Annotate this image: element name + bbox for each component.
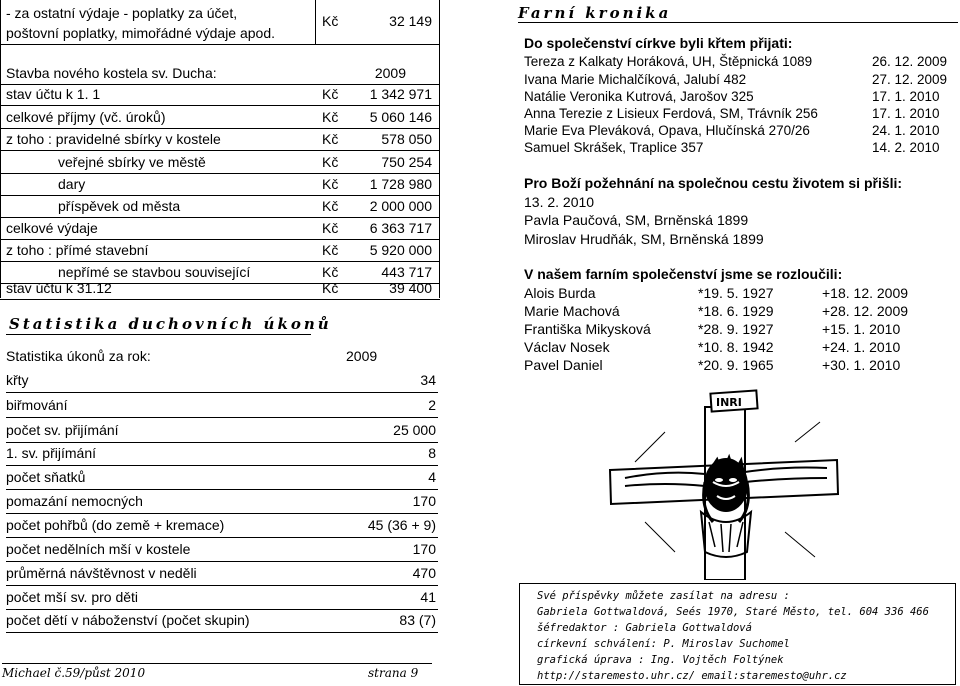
stats-title-underline bbox=[6, 334, 311, 335]
baptism-name: Marie Eva Pleváková, Opava, Hlučínská 270/26 bbox=[524, 123, 810, 138]
contact-line: Své příspěvky můžete zasílat na adresu : bbox=[537, 590, 790, 602]
finance-row-currency: Kč bbox=[322, 109, 339, 125]
funeral-died: +15. 1. 2010 bbox=[822, 321, 901, 337]
stats-title: Statistika duchovních úkonů bbox=[9, 315, 332, 333]
stats-row bbox=[6, 368, 438, 393]
finance-row-label: stav účtu k 31.12 bbox=[6, 280, 112, 296]
stats-row-label: 1. sv. přijímání bbox=[6, 445, 96, 461]
baptism-date: 14. 2. 2010 bbox=[872, 140, 940, 155]
stats-row-label: průměrná návštěvnost v neděli bbox=[6, 565, 197, 581]
stats-header-year: 2009 bbox=[346, 348, 378, 364]
stats-row bbox=[6, 513, 438, 538]
stats-row-value: 170 bbox=[412, 493, 436, 509]
finance-row-value: 443 717 bbox=[381, 264, 432, 280]
stats-row bbox=[6, 608, 438, 633]
funeral-died: +30. 1. 2010 bbox=[822, 357, 901, 373]
finance-row-currency: Kč bbox=[322, 198, 339, 214]
stats-header-label: Statistika úkonů za rok: bbox=[6, 348, 151, 364]
funeral-born: *10. 8. 1942 bbox=[698, 339, 774, 355]
stats-row-label: biřmování bbox=[6, 397, 68, 413]
funeral-name: Marie Machová bbox=[524, 303, 620, 319]
marriage-date: 13. 2. 2010 bbox=[524, 194, 595, 210]
baptism-name: Ivana Marie Michalčíková, Jalubí 482 bbox=[524, 72, 747, 87]
finance-row-currency: Kč bbox=[322, 264, 339, 280]
funeral-born: *18. 6. 1929 bbox=[698, 303, 774, 319]
funeral-died: +18. 12. 2009 bbox=[822, 285, 909, 301]
issue-label: Michael č.59/půst 2010 bbox=[2, 666, 146, 680]
stats-row-value: 4 bbox=[428, 469, 436, 485]
finance-row-value: 39 400 bbox=[389, 280, 432, 296]
baptism-name: Natálie Veronika Kutrová, Jarošov 325 bbox=[524, 89, 754, 104]
finance-col-divider bbox=[315, 0, 316, 45]
marriage-person: Pavla Paučová, SM, Brněnská 1899 bbox=[524, 212, 749, 228]
contact-line: http://staremesto.uhr.cz/ email:staremesto@uhr.cz bbox=[537, 670, 847, 682]
finance-row-value: 5 060 146 bbox=[369, 109, 432, 125]
stats-row bbox=[6, 393, 438, 418]
stats-row-label: křty bbox=[6, 372, 29, 388]
finance-intro-line1: - za ostatní výdaje - poplatky za účet, bbox=[6, 5, 238, 21]
finance-row bbox=[0, 216, 440, 240]
baptism-date: 17. 1. 2010 bbox=[872, 106, 940, 121]
funeral-name: Václav Nosek bbox=[524, 339, 610, 355]
stats-row bbox=[6, 489, 438, 514]
funeral-name: Františka Mikysková bbox=[524, 321, 651, 337]
stats-row-label: počet dětí v náboženství (počet skupin) bbox=[6, 612, 250, 628]
finance-row bbox=[0, 172, 440, 196]
funeral-born: *19. 5. 1927 bbox=[698, 285, 774, 301]
finance-divider bbox=[0, 44, 440, 45]
kronika-title: Farní kronika bbox=[518, 4, 672, 22]
finance-row-label: dary bbox=[58, 176, 86, 192]
stats-row-label: počet sňatků bbox=[6, 469, 86, 485]
finance-intro-line2: poštovní poplatky, mimořádné výdaje apod. bbox=[6, 25, 276, 41]
page-number: strana 9 bbox=[368, 666, 419, 680]
stats-row-value: 41 bbox=[420, 589, 436, 605]
finance-row bbox=[0, 82, 440, 106]
contact-box bbox=[519, 583, 956, 685]
contact-line: grafická úprava : Ing. Vojtěch Foltýnek bbox=[537, 654, 784, 666]
finance-row-value: 2009 bbox=[374, 65, 406, 81]
kronika-title-rule bbox=[518, 22, 958, 23]
finance-row-label: nepřímé se stavbou související bbox=[58, 264, 251, 280]
finance-row-currency: Kč bbox=[322, 242, 339, 258]
finance-row-label: veřejné sbírky ve městě bbox=[58, 154, 206, 170]
stats-row-value: 170 bbox=[412, 541, 436, 557]
funeral-died: +24. 1. 2010 bbox=[822, 339, 901, 355]
baptism-date: 27. 12. 2009 bbox=[872, 72, 948, 87]
finance-intro-value: 32 149 bbox=[389, 13, 432, 29]
stats-row-label: pomazání nemocných bbox=[6, 493, 143, 509]
finance-row-label: příspěvek od města bbox=[58, 198, 181, 214]
contact-line: církevní schválení: P. Miroslav Suchomel bbox=[537, 638, 790, 650]
crucifix-illustration bbox=[605, 382, 845, 580]
finance-row-value: 578 050 bbox=[381, 131, 432, 147]
stats-row-label: počet sv. přijímání bbox=[6, 422, 119, 438]
funerals-heading: V našem farním společenství jsme se rozloučili: bbox=[524, 266, 843, 282]
funeral-name: Alois Burda bbox=[524, 285, 596, 301]
marriage-heading: Pro Boží požehnání na společnou cestu životem si přišli: bbox=[524, 175, 903, 191]
finance-row-label: stav účtu k 1. 1 bbox=[6, 86, 101, 102]
page-footer-rule bbox=[2, 663, 432, 664]
finance-row-currency: Kč bbox=[322, 280, 339, 296]
finance-row-currency: Kč bbox=[322, 176, 339, 192]
contact-line: šéfredaktor : Gabriela Gottwaldová bbox=[537, 622, 752, 634]
finance-row bbox=[0, 194, 440, 218]
finance-row-currency: Kč bbox=[322, 154, 339, 170]
finance-row bbox=[0, 150, 440, 174]
stats-row bbox=[6, 585, 438, 610]
baptism-date: 26. 12. 2009 bbox=[872, 54, 948, 69]
finance-row-value: 1 728 980 bbox=[369, 176, 432, 192]
finance-row-currency: Kč bbox=[322, 220, 339, 236]
finance-row-label: celkové příjmy (vč. úroků) bbox=[6, 109, 166, 125]
finance-row bbox=[0, 276, 440, 300]
finance-row-value: 750 254 bbox=[381, 154, 432, 170]
stats-row-label: počet nedělních mší v kostele bbox=[6, 541, 191, 557]
baptism-date: 24. 1. 2010 bbox=[872, 123, 940, 138]
finance-row-value: 2 000 000 bbox=[369, 198, 432, 214]
finance-row-label: z toho : pravidelné sbírky v kostele bbox=[6, 131, 221, 147]
finance-row-currency: Kč bbox=[322, 86, 339, 102]
stats-row-value: 470 bbox=[412, 565, 436, 581]
stats-row-value: 45 (36 + 9) bbox=[367, 517, 436, 533]
baptisms-heading: Do společenství církve byli křtem přijati: bbox=[524, 35, 793, 51]
stats-row-value: 8 bbox=[428, 445, 436, 461]
marriage-person: Miroslav Hrudňák, SM, Brněnská 1899 bbox=[524, 231, 764, 247]
funeral-born: *28. 9. 1927 bbox=[698, 321, 774, 337]
stats-row bbox=[6, 537, 438, 562]
inri-text: INRI bbox=[716, 396, 742, 409]
stats-row-value: 25 000 bbox=[393, 422, 436, 438]
stats-row-value: 83 (7) bbox=[399, 612, 436, 628]
funeral-born: *20. 9. 1965 bbox=[698, 357, 774, 373]
baptism-name: Anna Terezie z Lisieux Ferdová, SM, Trávník 256 bbox=[524, 106, 818, 121]
finance-row-label: celkové výdaje bbox=[6, 220, 98, 236]
stats-row-value: 2 bbox=[428, 397, 436, 413]
contact-line: Gabriela Gottwaldová, Seés 1970, Staré Město, tel. 604 336 466 bbox=[537, 606, 929, 618]
finance-row-value: 5 920 000 bbox=[369, 242, 432, 258]
stats-row bbox=[6, 418, 438, 443]
baptism-name: Samuel Skrášek, Traplice 357 bbox=[524, 140, 704, 155]
stats-header bbox=[6, 344, 438, 368]
stats-row bbox=[6, 441, 438, 466]
baptism-date: 17. 1. 2010 bbox=[872, 89, 940, 104]
stats-row bbox=[6, 561, 438, 586]
stats-row-label: počet pohřbů (do země + kremace) bbox=[6, 517, 225, 533]
finance-row bbox=[0, 127, 440, 151]
stats-row bbox=[6, 465, 438, 490]
finance-row-value: 6 363 717 bbox=[369, 220, 432, 236]
funeral-name: Pavel Daniel bbox=[524, 357, 603, 373]
stats-row-label: počet mší sv. pro děti bbox=[6, 589, 139, 605]
finance-row-label: Stavba nového kostela sv. Ducha: bbox=[6, 65, 217, 81]
finance-row bbox=[0, 238, 440, 262]
stats-row-value: 34 bbox=[420, 372, 436, 388]
finance-intro-currency: Kč bbox=[322, 13, 339, 29]
funeral-died: +28. 12. 2009 bbox=[822, 303, 909, 319]
finance-row-label: z toho : přímé stavební bbox=[6, 242, 149, 258]
baptism-name: Tereza z Kalkaty Horáková, UH, Štěpnická 1089 bbox=[524, 54, 813, 69]
finance-row-currency: Kč bbox=[322, 131, 339, 147]
finance-row-value: 1 342 971 bbox=[369, 86, 432, 102]
finance-row bbox=[0, 105, 440, 129]
